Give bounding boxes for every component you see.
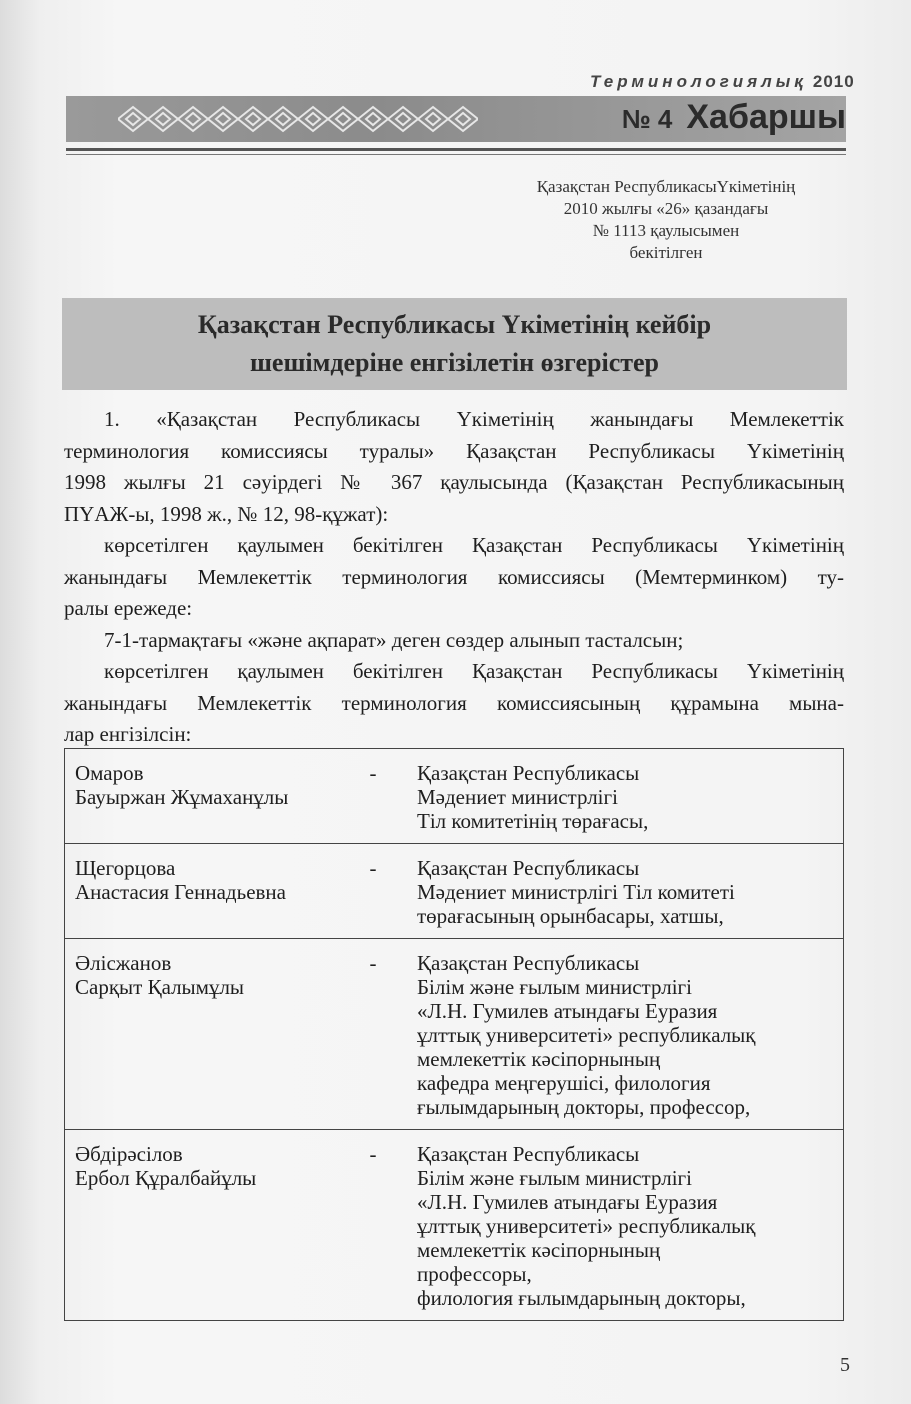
position-line: ғылымдарының докторы, профессор, (417, 1095, 751, 1119)
approval-line: бекітілген (629, 243, 703, 262)
position-line: Қазақстан Республикасы (417, 856, 640, 880)
position-line: «Л.Н. Гумилев атындағы Еуразия (417, 1190, 718, 1214)
position-line: ұлттық университеті» республикалық (417, 1023, 756, 1047)
member-name (65, 749, 340, 844)
text-line: 1998 жылғы 21 сәуірдегі № 367 қаулысында (Қазақстан Республикасының (64, 470, 844, 494)
position-line: Қазақстан Республикасы (417, 951, 640, 975)
paragraph-1 (64, 404, 844, 530)
position-line: мемлекеттік кәсіпорнының (417, 1047, 661, 1071)
text-line: көрсетілген қаулымен бекітілген Қазақстан Республикасы Үкіметінің (104, 533, 844, 557)
member-name (65, 939, 340, 1130)
name-line: Әлісжанов (75, 951, 172, 975)
text-line: жанындағы Мемлекеттік терминология комиссиясы (Мемтерминком) ту- (64, 564, 844, 589)
position-line: Білім және ғылым министрлігі (417, 1166, 692, 1190)
position-line: кафедра меңгерушісі, филология (417, 1071, 711, 1095)
dash-cell: - (339, 749, 407, 844)
name-line: Анастасия Геннадьевна (75, 880, 286, 904)
dash-cell: - (339, 939, 407, 1130)
member-name (65, 844, 340, 939)
name-line: Бауыржан Жұмаханұлы (75, 785, 289, 809)
text-line: 7-1-тармақтағы «және ақпарат» деген сөздер алынып тасталсын; (104, 627, 684, 652)
approval-stamp (486, 176, 846, 264)
approval-line: № 1113 қаулысымен (592, 221, 740, 240)
header-rule-thin (66, 154, 846, 155)
text-line: терминология комиссиясы туралы» Қазақстан Республикасы Үкіметінің (64, 438, 844, 463)
position-line: Тіл комитетінің төрағасы, (417, 809, 649, 833)
members-table (64, 748, 844, 1321)
table-row (65, 749, 844, 844)
name-line: Сарқыт Қалымұлы (75, 975, 245, 999)
table-row (65, 844, 844, 939)
position-line: ұлттық университеті» республикалық (417, 1214, 756, 1238)
member-name (65, 1130, 340, 1321)
text-line: 1. «Қазақстан Республикасы Үкіметінің жанындағы Мемлекеттік (104, 407, 844, 431)
position-line: Қазақстан Республикасы (417, 1142, 640, 1166)
journal-name (590, 72, 855, 92)
name-line: Ербол Құралбайұлы (75, 1166, 257, 1190)
text-line: лар енгізілсін: (64, 722, 192, 746)
table-row (65, 939, 844, 1130)
text-line: көрсетілген қаулымен бекітілген Қазақстан Республикасы Үкіметінің (104, 659, 844, 683)
title-line: Қазақстан Республикасы Үкіметінің кейбір (197, 310, 712, 339)
dash-cell: - (339, 1130, 407, 1321)
text-line: ралы ережеде: (64, 596, 193, 620)
position-line: Мәдениет министрлігі Тіл комитеті (417, 880, 735, 904)
position-line: Мәдениет министрлігі (417, 785, 618, 809)
document-title (62, 306, 847, 382)
ornament-pattern-icon (118, 104, 478, 134)
member-position (407, 1130, 844, 1321)
approval-line: Қазақстан РеспубликасыҮкіметінің (536, 177, 796, 196)
position-line: мемлекеттік кәсіпорнының (417, 1238, 661, 1262)
title-line: шешімдеріне енгізілетін өзгерістер (249, 348, 660, 377)
body-text (64, 404, 844, 751)
name-line: Омаров (75, 761, 144, 785)
journal-name-text: Терминологиялық (590, 72, 807, 91)
approval-line: 2010 жылғы «26» қазандағы (563, 199, 769, 218)
paragraph-4 (64, 656, 844, 751)
journal-year: 2010 (812, 72, 855, 91)
paragraph-2 (64, 530, 844, 625)
page-number: 5 (840, 1354, 850, 1376)
header-rule (66, 148, 846, 151)
paragraph-3 (64, 625, 844, 657)
position-line: төрағасының орынбасары, хатшы, (417, 904, 724, 928)
bulletin-label: Хабаршы (686, 98, 846, 136)
member-position (407, 749, 844, 844)
name-line: Әбдірәсілов (75, 1142, 183, 1166)
text-line: ПҮАЖ-ы, 1998 ж., № 12, 98-құжат): (64, 501, 389, 526)
position-line: Білім және ғылым министрлігі (417, 975, 692, 999)
name-line: Щегорцова (75, 856, 176, 880)
member-position (407, 844, 844, 939)
text-line: жанындағы Мемлекеттік терминология комиссиясының құрамына мына- (64, 690, 844, 715)
position-line: «Л.Н. Гумилев атындағы Еуразия (417, 999, 718, 1023)
position-line: Қазақстан Республикасы (417, 761, 640, 785)
table-row (65, 1130, 844, 1321)
position-line: филология ғылымдарының докторы, (417, 1286, 746, 1310)
position-line: профессоры, (417, 1262, 532, 1286)
dash-cell: - (339, 844, 407, 939)
issue-title (590, 98, 846, 137)
member-position (407, 939, 844, 1130)
issue-number: № 4 (621, 104, 673, 134)
